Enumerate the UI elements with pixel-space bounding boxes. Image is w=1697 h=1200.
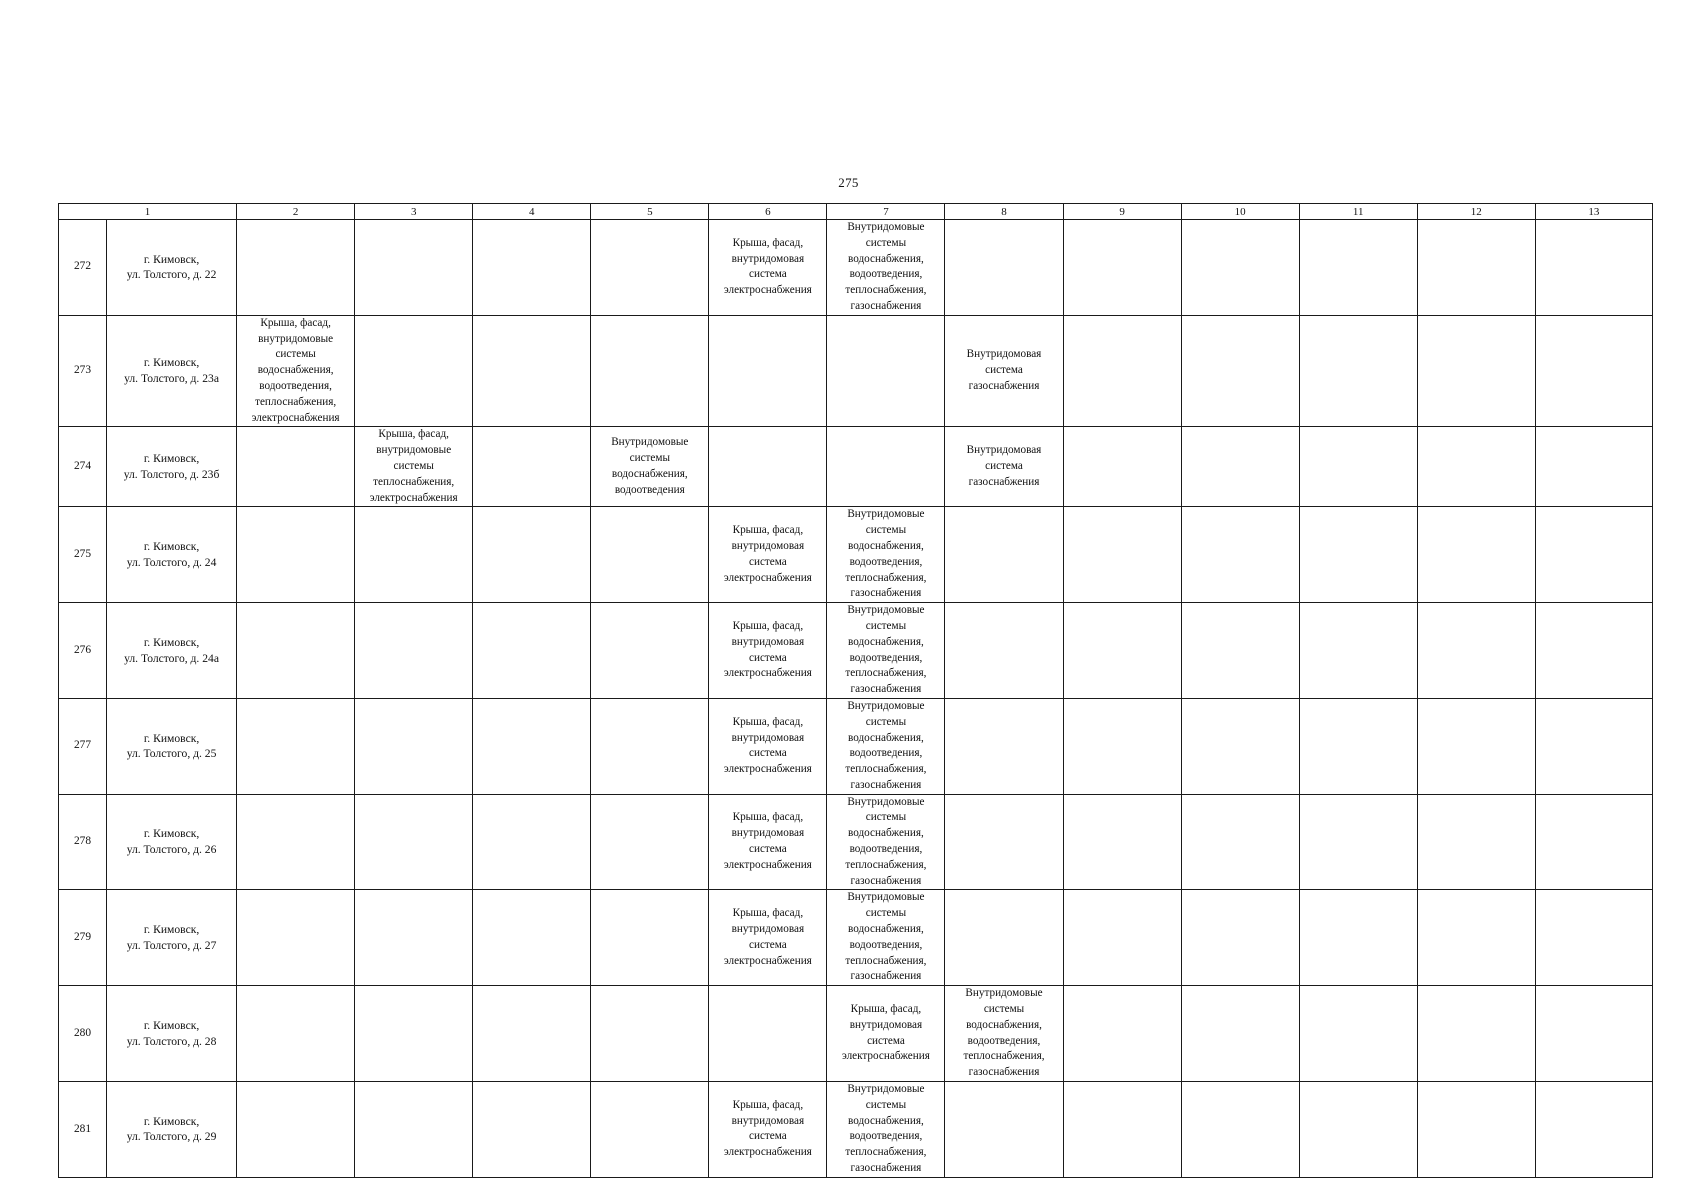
work-cell: Крыша, фасад, внутридомовая система электроснабжения (827, 986, 945, 1082)
row-number: 273 (59, 315, 107, 427)
work-cell (1063, 507, 1181, 603)
work-cell (355, 603, 473, 699)
work-cell: Внутридомовые системы водоснабжения, водоотведения, теплоснабжения, газоснабжения (945, 986, 1063, 1082)
work-cell: Крыша, фасад, внутридомовая система электроснабжения (709, 890, 827, 986)
work-cell (237, 427, 355, 507)
work-cell (945, 507, 1063, 603)
header-cell: 12 (1417, 204, 1535, 220)
work-cell (1299, 427, 1417, 507)
table-row (59, 603, 1653, 699)
work-cell (1299, 698, 1417, 794)
work-cell (1299, 315, 1417, 427)
work-cell (1417, 220, 1535, 316)
work-cell (1299, 507, 1417, 603)
work-cell (1417, 698, 1535, 794)
work-cell (1181, 220, 1299, 316)
work-cell (591, 794, 709, 890)
work-cell (1181, 603, 1299, 699)
header-cell: 3 (355, 204, 473, 220)
header-cell: 1 (59, 204, 237, 220)
work-cell (1535, 507, 1652, 603)
work-cell (1063, 890, 1181, 986)
work-cell: Внутридомовые системы водоснабжения, водоотведения, теплоснабжения, газоснабжения (827, 1082, 945, 1178)
work-cell (1299, 603, 1417, 699)
address-cell: г. Кимовск, ул. Толстого, д. 26 (107, 794, 237, 890)
row-number: 272 (59, 220, 107, 316)
work-cell (1181, 794, 1299, 890)
header-cell: 8 (945, 204, 1063, 220)
work-cell (473, 315, 591, 427)
work-cell (1063, 1082, 1181, 1178)
work-cell (1063, 427, 1181, 507)
work-cell (1417, 890, 1535, 986)
work-cell (591, 315, 709, 427)
work-cell: Крыша, фасад, внутридомовая система электроснабжения (709, 794, 827, 890)
work-cell (1417, 507, 1535, 603)
work-cell (473, 507, 591, 603)
work-cell (237, 698, 355, 794)
table-row (59, 1082, 1653, 1178)
work-cell (1063, 986, 1181, 1082)
column-number-header (59, 204, 1653, 220)
row-number: 276 (59, 603, 107, 699)
table-row (59, 220, 1653, 316)
work-cell (1299, 890, 1417, 986)
work-cell (1417, 794, 1535, 890)
work-cell: Внутридомовые системы водоснабжения, водоотведения, теплоснабжения, газоснабжения (827, 890, 945, 986)
work-cell (355, 1082, 473, 1178)
work-cell: Внутридомовые системы водоснабжения, водоотведения, теплоснабжения, газоснабжения (827, 698, 945, 794)
work-cell (1417, 427, 1535, 507)
work-cell: Крыша, фасад, внутридомовая система электроснабжения (709, 220, 827, 316)
work-cell (1063, 603, 1181, 699)
work-cell: Внутридомовые системы водоснабжения, водоотведения, теплоснабжения, газоснабжения (827, 220, 945, 316)
work-cell: Крыша, фасад, внутридомовая система электроснабжения (709, 507, 827, 603)
work-cell (1417, 603, 1535, 699)
work-cell (945, 603, 1063, 699)
table-row (59, 890, 1653, 986)
work-cell (591, 603, 709, 699)
header-cell: 6 (709, 204, 827, 220)
work-cell (1417, 315, 1535, 427)
work-cell (709, 427, 827, 507)
work-cell: Внутридомовая система газоснабжения (945, 427, 1063, 507)
work-cell (237, 794, 355, 890)
work-cell: Крыша, фасад, внутридомовые системы водоснабжения, водоотведения, теплоснабжения, электроснабжения (237, 315, 355, 427)
work-cell (237, 1082, 355, 1178)
work-cell (1299, 220, 1417, 316)
work-cell (1181, 315, 1299, 427)
table-row (59, 794, 1653, 890)
work-cell: Крыша, фасад, внутридомовая система электроснабжения (709, 698, 827, 794)
address-cell: г. Кимовск, ул. Толстого, д. 25 (107, 698, 237, 794)
address-cell: г. Кимовск, ул. Толстого, д. 27 (107, 890, 237, 986)
header-cell: 7 (827, 204, 945, 220)
work-cell (1063, 220, 1181, 316)
work-cell: Внутридомовые системы водоснабжения, водоотведения, теплоснабжения, газоснабжения (827, 794, 945, 890)
work-cell: Крыша, фасад, внутридомовая система электроснабжения (709, 1082, 827, 1178)
address-cell: г. Кимовск, ул. Толстого, д. 24 (107, 507, 237, 603)
row-number: 279 (59, 890, 107, 986)
work-cell (945, 890, 1063, 986)
work-cell (827, 315, 945, 427)
row-number: 275 (59, 507, 107, 603)
work-cell (945, 220, 1063, 316)
work-cell (591, 986, 709, 1082)
work-cell (1299, 1082, 1417, 1178)
work-cell (473, 890, 591, 986)
work-cell (827, 427, 945, 507)
table-row (59, 698, 1653, 794)
repair-schedule-table (58, 203, 1653, 1178)
work-cell (1063, 315, 1181, 427)
work-cell (355, 507, 473, 603)
work-cell (1535, 603, 1652, 699)
work-cell: Крыша, фасад, внутридомовые системы теплоснабжения, электроснабжения (355, 427, 473, 507)
work-cell (591, 507, 709, 603)
page-number: 275 (838, 175, 859, 190)
header-cell: 11 (1299, 204, 1417, 220)
work-cell (355, 794, 473, 890)
work-cell (591, 890, 709, 986)
work-cell (473, 603, 591, 699)
work-cell (1417, 1082, 1535, 1178)
table-row (59, 315, 1653, 427)
work-cell (355, 220, 473, 316)
work-cell (473, 427, 591, 507)
work-cell (1417, 986, 1535, 1082)
address-cell: г. Кимовск, ул. Толстого, д. 23а (107, 315, 237, 427)
work-cell (1181, 427, 1299, 507)
address-cell: г. Кимовск, ул. Толстого, д. 22 (107, 220, 237, 316)
work-cell (709, 986, 827, 1082)
work-cell (473, 986, 591, 1082)
work-cell: Внутридомовые системы водоснабжения, водоотведения (591, 427, 709, 507)
work-cell (355, 890, 473, 986)
work-cell (237, 220, 355, 316)
work-cell (237, 603, 355, 699)
work-cell (1535, 986, 1652, 1082)
work-cell (473, 1082, 591, 1178)
work-cell: Внутридомовые системы водоснабжения, водоотведения, теплоснабжения, газоснабжения (827, 603, 945, 699)
work-cell (1535, 315, 1652, 427)
work-cell: Внутридомовые системы водоснабжения, водоотведения, теплоснабжения, газоснабжения (827, 507, 945, 603)
row-number: 274 (59, 427, 107, 507)
work-cell (945, 698, 1063, 794)
header-cell: 5 (591, 204, 709, 220)
work-cell (473, 698, 591, 794)
work-cell (591, 220, 709, 316)
work-cell (591, 1082, 709, 1178)
work-cell (1181, 507, 1299, 603)
work-cell (1535, 890, 1652, 986)
header-cell: 2 (237, 204, 355, 220)
work-cell (1299, 986, 1417, 1082)
work-cell: Внутридомовая система газоснабжения (945, 315, 1063, 427)
row-number: 277 (59, 698, 107, 794)
work-cell (945, 1082, 1063, 1178)
work-cell (709, 315, 827, 427)
work-cell (591, 698, 709, 794)
address-cell: г. Кимовск, ул. Толстого, д. 23б (107, 427, 237, 507)
work-cell (355, 986, 473, 1082)
work-cell (1299, 794, 1417, 890)
work-cell (945, 794, 1063, 890)
work-cell (1535, 1082, 1652, 1178)
work-cell (1535, 427, 1652, 507)
work-cell (473, 794, 591, 890)
row-number: 281 (59, 1082, 107, 1178)
work-cell (1181, 1082, 1299, 1178)
work-cell (1063, 698, 1181, 794)
work-cell (237, 986, 355, 1082)
address-cell: г. Кимовск, ул. Толстого, д. 24а (107, 603, 237, 699)
header-cell: 4 (473, 204, 591, 220)
work-cell (1063, 794, 1181, 890)
work-cell (1535, 698, 1652, 794)
work-cell: Крыша, фасад, внутридомовая система электроснабжения (709, 603, 827, 699)
work-cell (1181, 890, 1299, 986)
table-row (59, 427, 1653, 507)
work-cell (355, 698, 473, 794)
row-number: 280 (59, 986, 107, 1082)
address-cell: г. Кимовск, ул. Толстого, д. 29 (107, 1082, 237, 1178)
work-cell (473, 220, 591, 316)
work-cell (1535, 220, 1652, 316)
address-cell: г. Кимовск, ул. Толстого, д. 28 (107, 986, 237, 1082)
work-cell (1535, 794, 1652, 890)
work-cell (355, 315, 473, 427)
header-cell: 13 (1535, 204, 1652, 220)
header-cell: 9 (1063, 204, 1181, 220)
header-cell: 10 (1181, 204, 1299, 220)
work-cell (237, 890, 355, 986)
row-number: 278 (59, 794, 107, 890)
table-row (59, 986, 1653, 1082)
work-cell (1181, 986, 1299, 1082)
table-row (59, 507, 1653, 603)
work-cell (1181, 698, 1299, 794)
work-cell (237, 507, 355, 603)
